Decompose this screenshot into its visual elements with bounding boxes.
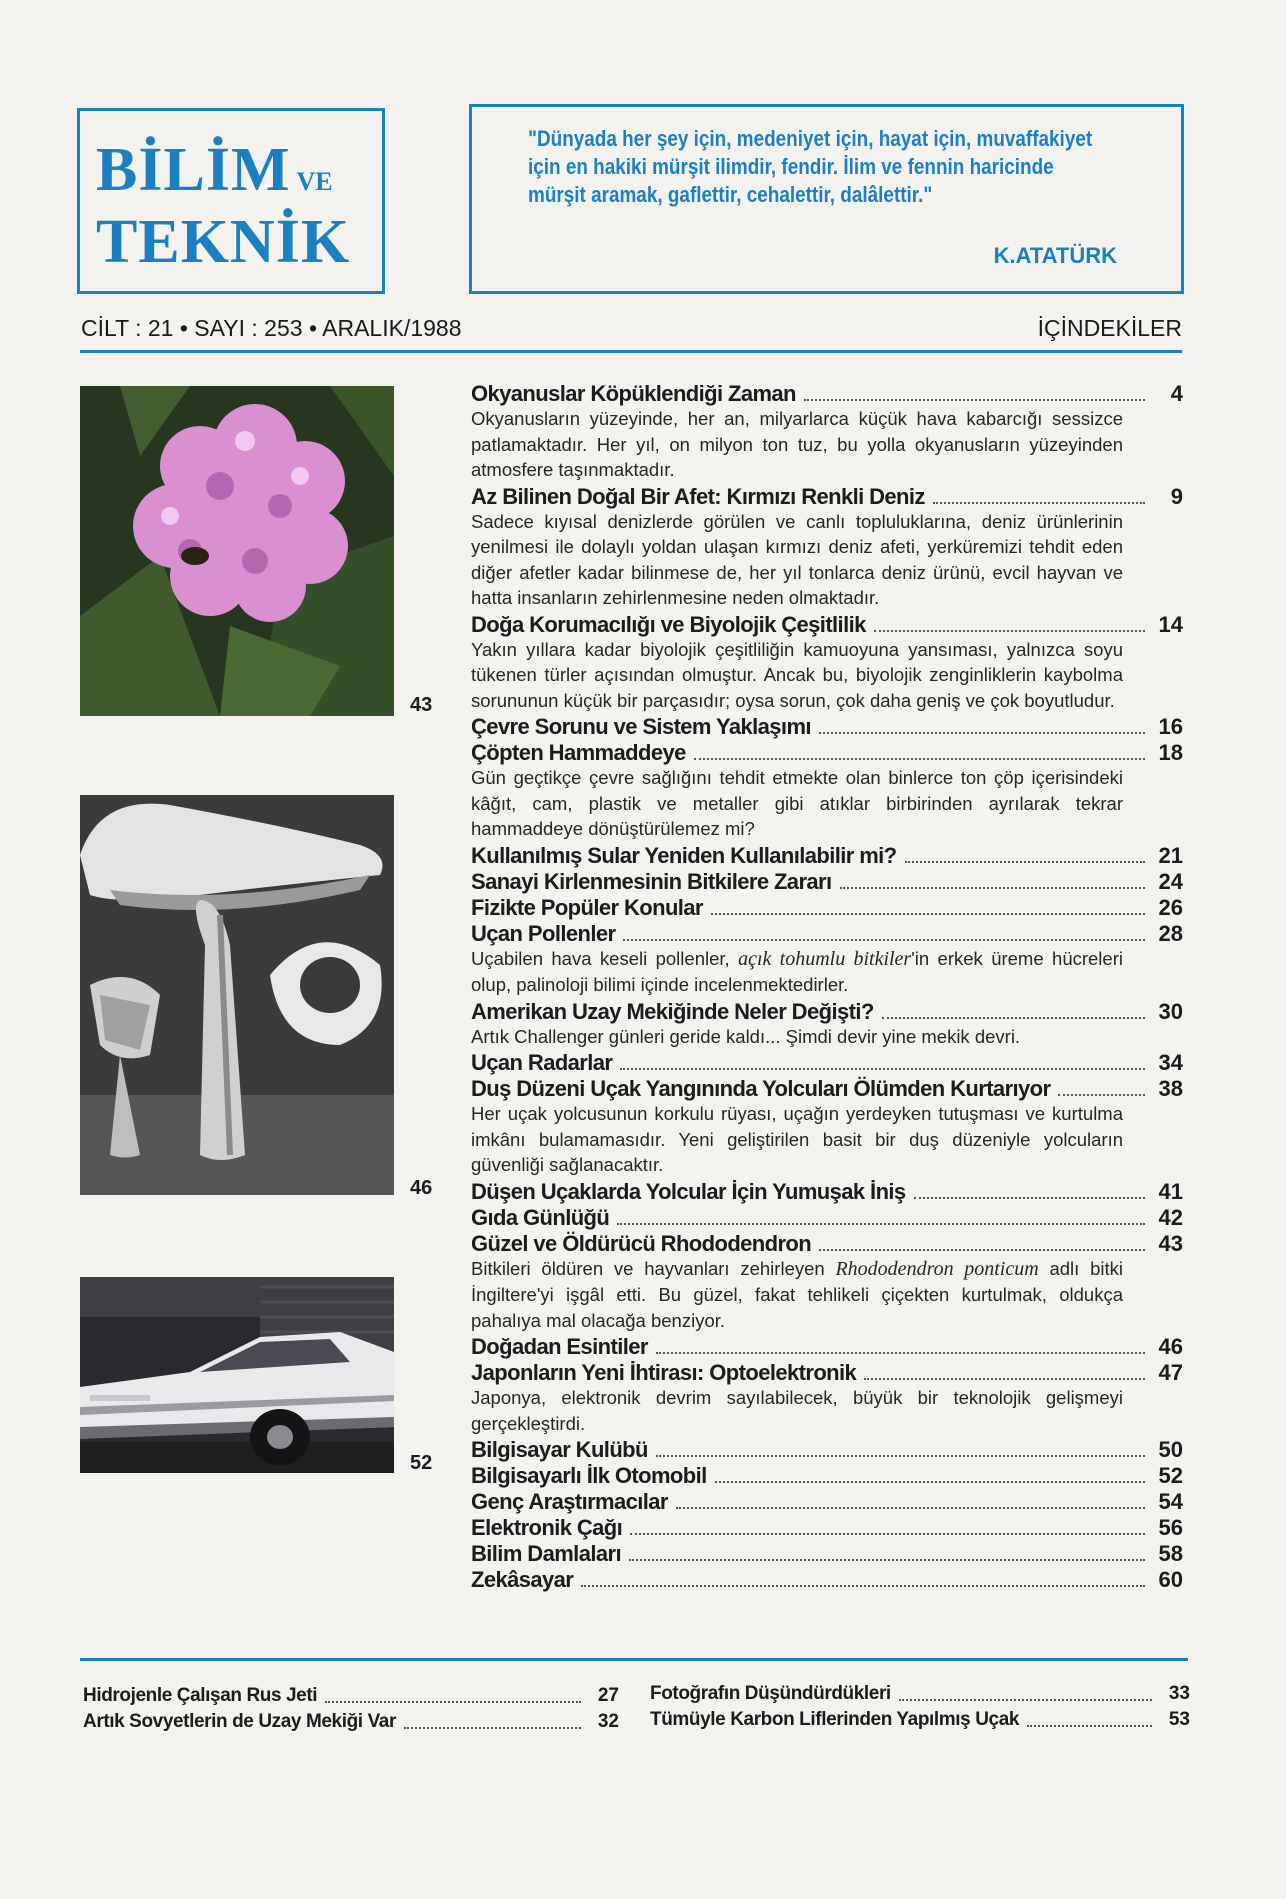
extra-entry-page: 53 xyxy=(1168,1709,1190,1730)
extra-entry-page: 33 xyxy=(1168,1683,1190,1704)
extra-entry-title: Fotoğrafın Düşündürdükleri xyxy=(650,1683,891,1704)
quote-text: "Dünyada her şey için, medeniyet için, hayat için, muvaffakiyet için en hakiki mürşit ilimdir, fendir. İlim ve fennin haricinde mürşit aramak, gaflettir, cehalettir, dalâlettir." xyxy=(528,126,1093,207)
toc-entry-description: Artık Challenger günleri geride kaldı... Şimdi devir yine mekik devri. xyxy=(471,1025,1021,1047)
toc-entry[interactable] xyxy=(471,868,1183,894)
toc-entry[interactable] xyxy=(471,713,1183,739)
toc-entry[interactable] xyxy=(471,1514,1183,1540)
toc-entry-page: 56 xyxy=(1158,1515,1183,1540)
toc-dot-leader xyxy=(656,1352,1145,1354)
toc-entry-title: Okyanuslar Köpüklendiği Zaman xyxy=(471,381,796,406)
desc-text: Uçabilen hava keseli pollenler, xyxy=(471,947,739,969)
desc-italic-term: açık tohumlu bitkiler xyxy=(738,947,912,970)
toc-entry[interactable] xyxy=(471,483,1183,509)
toc-entry-description: Japonya, elektronik devrim sayılabilecek, büyük bir teknolojik gelişmeyi gerçekleştirdi. xyxy=(471,1387,1123,1434)
ataturk-quote-box xyxy=(469,104,1184,294)
toc-entry-page: 14 xyxy=(1158,611,1183,637)
toc-entry-page: 46 xyxy=(1158,1334,1183,1359)
toc-entry[interactable] xyxy=(471,998,1183,1024)
footer-rule xyxy=(80,1658,1188,1661)
toc-entry-title: Bilgisayarlı İlk Otomobil xyxy=(471,1463,707,1488)
toc-entry[interactable] xyxy=(471,1230,1183,1256)
toc-entry-page: 38 xyxy=(1158,1076,1183,1101)
toc-dot-leader xyxy=(629,1559,1145,1561)
toc-entry-page: 26 xyxy=(1158,894,1183,920)
toc-dot-leader xyxy=(905,861,1145,863)
toc-dot-leader xyxy=(864,1378,1145,1380)
logo-line-2: TEKNİK xyxy=(96,208,351,276)
toc-dot-leader xyxy=(819,732,1145,734)
toc-entry-description xyxy=(471,1256,1183,1334)
desc-text: Bitkileri öldüren ve hayvanları zehirleyen xyxy=(471,1257,836,1279)
issue-info: CİLT : 21 • SAYI : 253 • ARALIK/1988 xyxy=(81,315,462,341)
toc-entry-page: 42 xyxy=(1158,1204,1183,1230)
car-photo xyxy=(80,1277,394,1473)
extra-entry[interactable] xyxy=(650,1680,1190,1706)
toc-entry[interactable] xyxy=(471,1359,1183,1385)
toc-entry-title: Elektronik Çağı xyxy=(471,1515,623,1540)
toc-entry[interactable] xyxy=(471,1204,1183,1230)
extra-entry-page: 27 xyxy=(597,1685,619,1706)
toc-entry-page: 4 xyxy=(1170,381,1183,406)
toc-entry-description: Her uçak yolcusunun korkulu rüyası, uçağın yerdeyken tutuşması ve kurtulma imkânı bulamamasıdır. Yeni geliştirilen basit bir duş düzeniyle yolcuların güvenliği sağlanacaktır. xyxy=(471,1103,1123,1175)
toc-entry-page: 30 xyxy=(1158,998,1183,1024)
toc-entry-page: 24 xyxy=(1158,868,1183,894)
extra-entry[interactable] xyxy=(83,1682,619,1708)
toc-entry[interactable] xyxy=(471,894,1183,920)
toc-entry-page: 18 xyxy=(1158,740,1183,765)
toc-entry-title: Zekâsayar xyxy=(471,1567,574,1592)
toc-entry-page: 58 xyxy=(1158,1541,1183,1566)
extra-entry-title: Hidrojenle Çalışan Rus Jeti xyxy=(83,1685,318,1706)
toc-entry-title: Doğa Korumacılığı ve Biyolojik Çeşitlilik xyxy=(471,611,866,637)
toc-dot-leader xyxy=(914,1197,1145,1199)
toc-entry[interactable] xyxy=(471,1178,1183,1204)
extra-entry[interactable] xyxy=(83,1708,619,1734)
toc-entry-title: Az Bilinen Doğal Bir Afet: Kırmızı Renkli Deniz xyxy=(471,483,925,509)
table-of-contents xyxy=(471,380,1183,1592)
toc-dot-leader xyxy=(404,1727,581,1729)
desc-text: adlı bitki İngiltere'yi işgâl etti. Bu güzel, fakat tehlikeli çiçekten kurtulmak, oldukça pahalıya mal olacağa benziyor. xyxy=(471,1257,1123,1331)
toc-dot-leader xyxy=(617,1223,1145,1225)
toc-dot-leader xyxy=(882,1017,1145,1019)
toc-entry[interactable] xyxy=(471,1333,1183,1359)
toc-entry-title: Çevre Sorunu ve Sistem Yaklaşımı xyxy=(471,714,811,739)
toc-entry-page: 60 xyxy=(1158,1567,1183,1592)
logo-word-ve: VE xyxy=(296,167,333,196)
toc-entry-page: 28 xyxy=(1158,920,1183,946)
magazine-logo xyxy=(77,108,385,294)
toc-entry[interactable] xyxy=(471,1540,1183,1566)
toc-entry-title: Çöpten Hammaddeye xyxy=(471,740,686,765)
extra-entry-page: 32 xyxy=(597,1711,619,1732)
header-rule xyxy=(80,350,1182,353)
toc-entry[interactable] xyxy=(471,611,1183,637)
toc-entry[interactable] xyxy=(471,380,1183,406)
toc-entry-title: Uçan Pollenler xyxy=(471,920,616,946)
toc-dot-leader xyxy=(1058,1094,1145,1096)
toc-entry[interactable] xyxy=(471,1075,1183,1101)
toc-dot-leader xyxy=(899,1699,1152,1701)
extra-entry[interactable] xyxy=(650,1706,1190,1732)
mushroom-photo xyxy=(80,795,394,1195)
toc-entry-page: 16 xyxy=(1158,714,1183,739)
toc-dot-leader xyxy=(804,399,1145,401)
extra-entry-title: Artık Sovyetlerin de Uzay Mekiği Var xyxy=(83,1711,396,1732)
toc-entry[interactable] xyxy=(471,1488,1183,1514)
quote-author: K.ATATÜRK xyxy=(993,243,1117,268)
toc-entry-page: 52 xyxy=(1158,1463,1183,1488)
toc-entry[interactable] xyxy=(471,920,1183,946)
toc-entry-title: Bilgisayar Kulübü xyxy=(471,1437,648,1462)
toc-dot-leader xyxy=(676,1507,1145,1509)
toc-dot-leader xyxy=(630,1533,1145,1535)
photo-page-46: 46 xyxy=(410,1177,433,1199)
toc-dot-leader xyxy=(1027,1725,1152,1727)
photo-page-43: 43 xyxy=(410,694,433,716)
logo-line-1 xyxy=(96,136,333,213)
toc-dot-leader xyxy=(656,1455,1145,1457)
toc-entry-title: Doğadan Esintiler xyxy=(471,1334,648,1359)
photo-page-52: 52 xyxy=(410,1452,433,1474)
toc-dot-leader xyxy=(620,1068,1145,1070)
toc-entry-title: Fizikte Popüler Konular xyxy=(471,894,703,920)
toc-dot-leader xyxy=(715,1481,1145,1483)
toc-entry-description: Sadece kıyısal denizlerde görülen ve canlı topluluklarına, deniz ürünlerinin yenilmesi ile dolaylı yoldan ulaşan kırmızı deniz afeti, yerküremizi tehdit eden diğer afetler kadar bilinmese de, her yıl tonlarca deniz ürünü, evcil hayvan ve hatta insanların zehirlenmesine neden olmaktadır. xyxy=(471,510,1123,608)
toc-dot-leader xyxy=(840,887,1145,889)
rhododendron-photo xyxy=(80,386,394,716)
toc-entry-page: 54 xyxy=(1158,1489,1183,1514)
toc-entry-description: Yakın yıllara kadar biyolojik çeşitliliğin kamuoyuna yansıması, yalnızca soyu tükenen türler açısından olmuştur. Ancak bu, biyolojik zenginliklerin kaybolma sorununun küçük bir parçasıdır; oysa sorun, çok daha geniş ve çok boyutludur. xyxy=(471,638,1123,711)
toc-entry[interactable] xyxy=(471,1462,1183,1488)
extra-entry-title: Tümüyle Karbon Liflerinden Yapılmış Uçak xyxy=(650,1709,1020,1730)
toc-entry[interactable] xyxy=(471,842,1183,868)
toc-entry-page: 50 xyxy=(1158,1437,1183,1462)
toc-entry-description xyxy=(471,946,1183,998)
toc-dot-leader xyxy=(933,502,1145,504)
toc-dot-leader xyxy=(711,913,1145,915)
toc-entry-page: 34 xyxy=(1158,1050,1183,1075)
toc-entry-title: Bilim Damlaları xyxy=(471,1541,621,1566)
toc-dot-leader xyxy=(623,939,1145,941)
logo-word-bilim: BİLİM xyxy=(96,136,291,204)
toc-entry-title: Düşen Uçaklarda Yolcular İçin Yumuşak İniş xyxy=(471,1178,906,1204)
toc-entry-page: 43 xyxy=(1158,1230,1183,1256)
toc-entry-page: 47 xyxy=(1158,1360,1183,1385)
toc-entry[interactable] xyxy=(471,1566,1183,1592)
toc-entry-title: Duş Düzeni Uçak Yangınında Yolcuları Ölümden Kurtarıyor xyxy=(471,1076,1051,1101)
desc-text: 'in erkek üreme hücreleri olup, palinoloji bilimi içinde incelenmektedirler. xyxy=(471,947,1123,995)
toc-entry-title: Güzel ve Öldürücü Rhododendron xyxy=(471,1230,812,1256)
toc-entry-description: Gün geçtikçe çevre sağlığını tehdit etmekte olan binlerce ton çöp içerisindeki kâğıt, cam, plastik ve metaller gibi atıklar birbirinden ayrılarak tekrar hammaddeye dönüştürülemez mi? xyxy=(471,767,1123,839)
toc-entry-description: Okyanusların yüzeyinde, her an, milyarlarca küçük hava kabarcığı sessizce patlamaktadır. Her yıl, on milyon ton tuz, bu yolla okyanusların yüzeyinden atmosfere taşınmaktadır. xyxy=(471,408,1123,480)
toc-entry-title: Amerikan Uzay Mekiğinde Neler Değişti? xyxy=(471,998,874,1024)
desc-italic-term: Rhododendron ponticum xyxy=(835,1257,1039,1280)
toc-entry[interactable] xyxy=(471,1049,1183,1075)
toc-entry-page: 41 xyxy=(1158,1178,1183,1204)
toc-dot-leader xyxy=(694,758,1145,760)
toc-entry-title: Sanayi Kirlenmesinin Bitkilere Zararı xyxy=(471,868,832,894)
toc-entry[interactable] xyxy=(471,1436,1183,1462)
toc-entry-title: Japonların Yeni İhtirası: Optoelektronik xyxy=(471,1360,857,1385)
toc-heading: İÇİNDEKİLER xyxy=(1037,315,1182,341)
toc-entry-title: Uçan Radarlar xyxy=(471,1050,613,1075)
toc-entry-title: Genç Araştırmacılar xyxy=(471,1489,668,1514)
toc-entry-title: Kullanılmış Sular Yeniden Kullanılabilir mi? xyxy=(471,842,897,868)
toc-dot-leader xyxy=(581,1585,1145,1587)
toc-entry-page: 21 xyxy=(1158,842,1183,868)
toc-entry-title: Gıda Günlüğü xyxy=(471,1204,610,1230)
toc-dot-leader xyxy=(819,1249,1145,1251)
toc-dot-leader xyxy=(874,630,1145,632)
toc-entry-page: 9 xyxy=(1170,483,1183,509)
toc-entry[interactable] xyxy=(471,739,1183,765)
toc-dot-leader xyxy=(325,1701,581,1703)
